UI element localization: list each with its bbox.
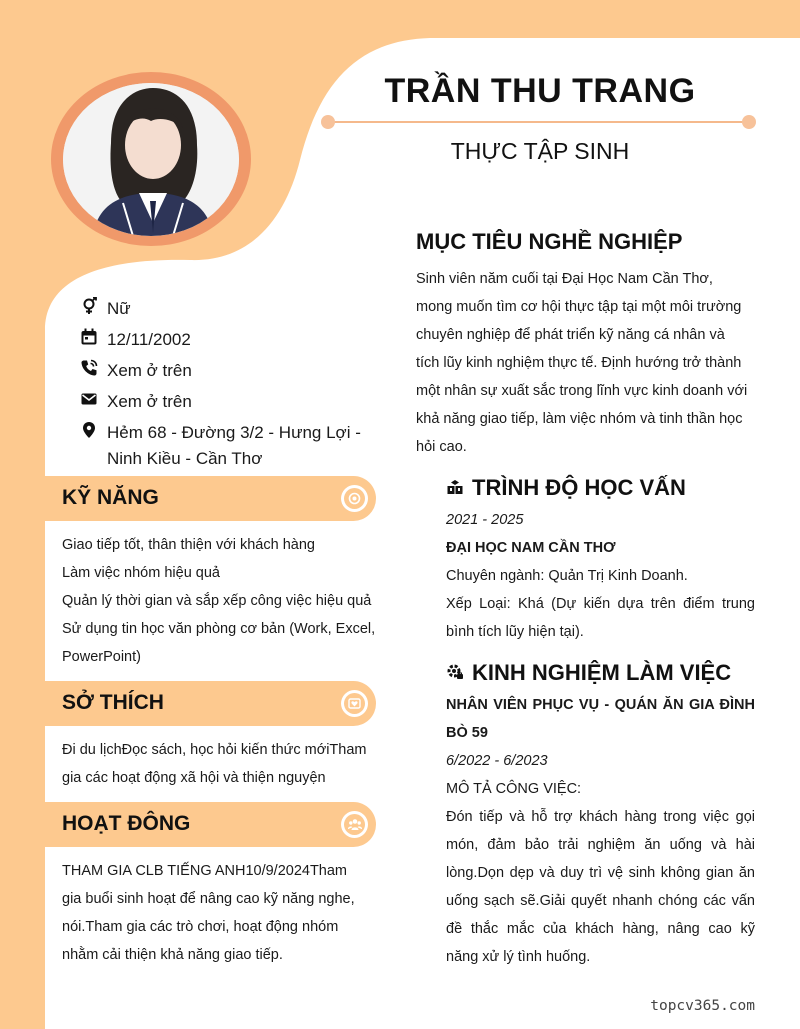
skills-line: Quản lý thời gian và sắp xếp công việc hiệu quả [62, 593, 372, 609]
phone-value: Xem ở trên [107, 361, 192, 380]
experience-desc-line: lòng.Dọn dẹp và duy trì vệ sinh không gian ăn [446, 865, 755, 881]
phone-icon [80, 359, 98, 377]
heart-badge-icon [348, 697, 361, 710]
address-value [107, 420, 361, 472]
education-icon [446, 478, 464, 496]
activities-title: HOẠT ĐÔNG [62, 812, 191, 835]
skills-line: Sử dụng tin học văn phòng cơ bản (Work, Excel, [62, 621, 376, 637]
experience-role-line2: BÒ 59 [446, 725, 488, 741]
skills-line: Giao tiếp tốt, thân thiện với khách hàng [62, 537, 315, 553]
activities-badge [341, 811, 368, 838]
education-rank-line1: Xếp Loại: Khá (Dự kiến dựa trên điểm trung [446, 596, 755, 612]
hobbies-title: SỞ THÍCH [62, 691, 164, 714]
divider-dot-right [742, 115, 756, 129]
activities-line: gia buổi sinh hoạt để nâng cao kỹ năng nghe, [62, 891, 355, 907]
divider-dot-left [321, 115, 335, 129]
person-name: TRẦN THU TRANG [384, 72, 696, 110]
activities-list [62, 857, 380, 969]
education-body [446, 506, 755, 646]
calendar-icon [80, 328, 98, 346]
hobbies-line: gia các hoạt động xã hội và thiện nguyện [62, 770, 326, 786]
education-school: ĐẠI HỌC NAM CẦN THƠ [446, 540, 616, 556]
objective-line: tích lũy kinh nghiệm thực tế. Định hướng trở thành [416, 355, 742, 371]
education-title: TRÌNH ĐỘ HỌC VẤN [472, 475, 686, 500]
hobbies-badge [341, 690, 368, 717]
experience-desc-line: năng xử lý tình huống. [446, 949, 591, 965]
objective-line: một nhân sự xuất sắc trong lĩnh vực kinh doanh với [416, 383, 748, 399]
name-divider [328, 121, 750, 123]
activities-line: THAM GIA CLB TIẾNG ANH10/9/2024Tham [62, 863, 348, 879]
education-rank-line2: bình tích lũy hiện tại). [446, 624, 584, 640]
skills-header [45, 476, 376, 521]
objective-line: mong muốn tìm cơ hội thực tập tại một môi trường [416, 299, 742, 315]
experience-icon [446, 663, 464, 681]
experience-period: 6/2022 - 6/2023 [446, 753, 548, 769]
email-value: Xem ở trên [107, 392, 192, 411]
objective-line: Sinh viên năm cuối tại Đại Học Nam Cần Thơ, [416, 271, 713, 287]
objective-line: hỏi cao. [416, 439, 467, 455]
objective-line: chuyên nghiệp để phát triển kỹ năng cá nhân và [416, 327, 725, 343]
objective-body [416, 265, 761, 461]
footer-site: topcv365.com [650, 998, 755, 1014]
education-header [446, 475, 686, 501]
experience-desc-line: Đón tiếp và hỗ trợ khách hàng trong việc gọi [446, 809, 755, 825]
group-badge-icon [348, 818, 362, 831]
location-icon [80, 421, 98, 439]
objective-line: khả năng giao tiếp, làm việc nhóm và tinh thần học [416, 411, 743, 427]
experience-desc-line: uống sạch sẽ.Giải quyết nhanh chóng các vấn [446, 893, 755, 909]
hobbies-header [45, 681, 376, 726]
experience-title: KINH NGHIỆM LÀM VIỆC [472, 660, 732, 685]
experience-desc-label: MÔ TẢ CÔNG VIỆC: [446, 781, 582, 797]
experience-body [446, 691, 755, 971]
objective-title: MỤC TIÊU NGHỀ NGHIỆP [416, 229, 683, 254]
mail-icon [80, 390, 98, 408]
experience-header [446, 660, 731, 686]
education-major: Chuyên ngành: Quản Trị Kinh Doanh. [446, 568, 688, 584]
education-period: 2021 - 2025 [446, 512, 524, 528]
skills-line: Làm việc nhóm hiệu quả [62, 565, 220, 581]
skills-list [62, 531, 380, 671]
experience-role-line1: NHÂN VIÊN PHỤC VỤ - QUÁN ĂN GIA ĐÌNH [446, 697, 755, 713]
activities-header [45, 802, 376, 847]
profile-photo [63, 83, 239, 236]
gender-value: Nữ [107, 299, 131, 318]
hobbies-list [62, 736, 380, 792]
activities-line: nói.Tham gia các trò chơi, hoạt động nhóm [62, 919, 339, 935]
experience-desc-line: đề thắc mắc của khách hàng, nâng cao kỹ [446, 921, 755, 937]
birthday-value: 12/11/2002 [107, 330, 191, 349]
job-title: THỰC TẬP SINH [450, 138, 630, 164]
gender-icon [80, 297, 98, 315]
hobbies-line: Đi du lịchĐọc sách, học hỏi kiến thức mớiTham [62, 742, 367, 758]
skills-badge [341, 485, 368, 512]
skills-title: KỸ NĂNG [62, 486, 159, 509]
address-line-1: Hẻm 68 - Đường 3/2 - Hưng Lợi - [107, 423, 361, 442]
activities-line: nhằm cải thiện khả năng giao tiếp. [62, 947, 283, 963]
skills-badge-icon [348, 492, 361, 505]
skills-line: PowerPoint) [62, 649, 141, 665]
address-line-2: Ninh Kiều - Cần Thơ [107, 449, 263, 468]
experience-desc-line: món, đảm bảo trải nghiệm ăn uống và hài [446, 837, 755, 853]
